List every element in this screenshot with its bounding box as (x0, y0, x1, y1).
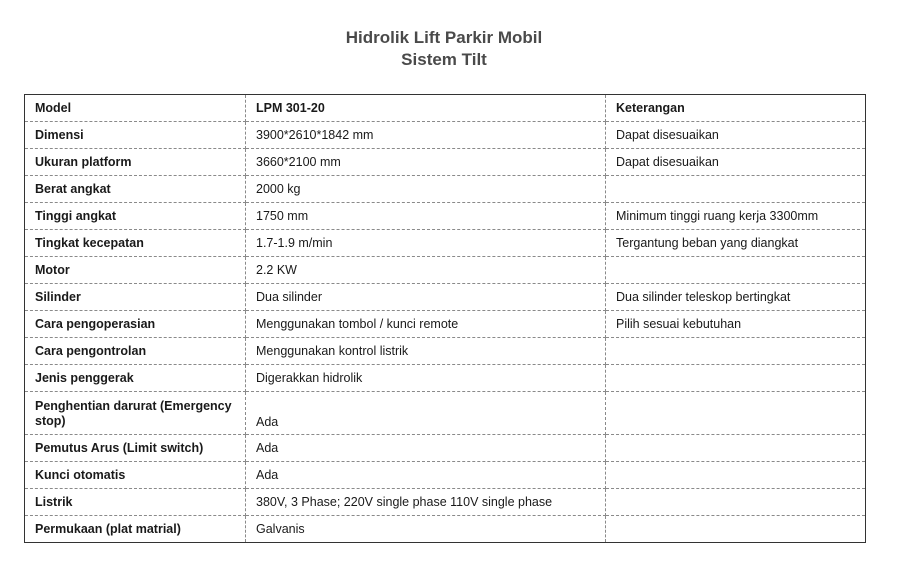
row-note: Dapat disesuaikan (606, 149, 866, 176)
row-value: Digerakkan hidrolik (246, 365, 606, 392)
row-value: Menggunakan kontrol listrik (246, 338, 606, 365)
row-label: Kunci otomatis (25, 462, 246, 489)
row-label: Berat angkat (25, 176, 246, 203)
row-value: Ada (246, 462, 606, 489)
row-label: Cara pengontrolan (25, 338, 246, 365)
row-label: Listrik (25, 489, 246, 516)
row-note (606, 365, 866, 392)
table-row (25, 338, 866, 365)
row-note (606, 176, 866, 203)
row-note (606, 462, 866, 489)
table-row (25, 257, 866, 284)
row-label: Pemutus Arus (Limit switch) (25, 435, 246, 462)
row-note (606, 489, 866, 516)
row-label: Cara pengoperasian (25, 311, 246, 338)
row-note (606, 392, 866, 435)
table-row (25, 435, 866, 462)
row-value: Ada (246, 435, 606, 462)
row-label: Penghentian darurat (Emergency stop) (25, 392, 246, 435)
row-note (606, 435, 866, 462)
table-row (25, 284, 866, 311)
title-line-2: Sistem Tilt (401, 50, 487, 69)
table-row (25, 516, 866, 543)
table-row (25, 365, 866, 392)
row-value: Galvanis (246, 516, 606, 543)
row-note (606, 257, 866, 284)
document-title (0, 27, 888, 71)
row-note (606, 338, 866, 365)
title-line-1: Hidrolik Lift Parkir Mobil (345, 28, 543, 47)
table-row (25, 311, 866, 338)
row-value: Menggunakan tombol / kunci remote (246, 311, 606, 338)
header-model-value: LPM 301-20 (246, 95, 606, 122)
table-row (25, 122, 866, 149)
row-note: Pilih sesuai kebutuhan (606, 311, 866, 338)
row-note: Minimum tinggi ruang kerja 3300mm (606, 203, 866, 230)
row-value: 2000 kg (246, 176, 606, 203)
row-label: Jenis penggerak (25, 365, 246, 392)
row-value: 1.7-1.9 m/min (246, 230, 606, 257)
row-note: Tergantung beban yang diangkat (606, 230, 866, 257)
row-value: 1750 mm (246, 203, 606, 230)
row-label: Ukuran platform (25, 149, 246, 176)
row-note (606, 516, 866, 543)
row-value: 2.2 KW (246, 257, 606, 284)
table-row (25, 392, 866, 435)
table-row (25, 149, 866, 176)
row-value: 380V, 3 Phase; 220V single phase 110V single phase (246, 489, 606, 516)
row-label: Silinder (25, 284, 246, 311)
table-row (25, 489, 866, 516)
row-value: 3900*2610*1842 mm (246, 122, 606, 149)
row-value: Dua silinder (246, 284, 606, 311)
table-header-row (25, 95, 866, 122)
row-label: Tingkat kecepatan (25, 230, 246, 257)
row-label: Tinggi angkat (25, 203, 246, 230)
header-keterangan: Keterangan (606, 95, 866, 122)
table-row (25, 203, 866, 230)
table-row (25, 230, 866, 257)
row-value: 3660*2100 mm (246, 149, 606, 176)
row-note: Dapat disesuaikan (606, 122, 866, 149)
row-label: Dimensi (25, 122, 246, 149)
header-model: Model (25, 95, 246, 122)
row-note: Dua silinder teleskop bertingkat (606, 284, 866, 311)
table-row (25, 176, 866, 203)
row-label: Motor (25, 257, 246, 284)
row-label: Permukaan (plat matrial) (25, 516, 246, 543)
spec-table (24, 94, 866, 543)
table-row (25, 462, 866, 489)
row-value: Ada (246, 392, 606, 435)
